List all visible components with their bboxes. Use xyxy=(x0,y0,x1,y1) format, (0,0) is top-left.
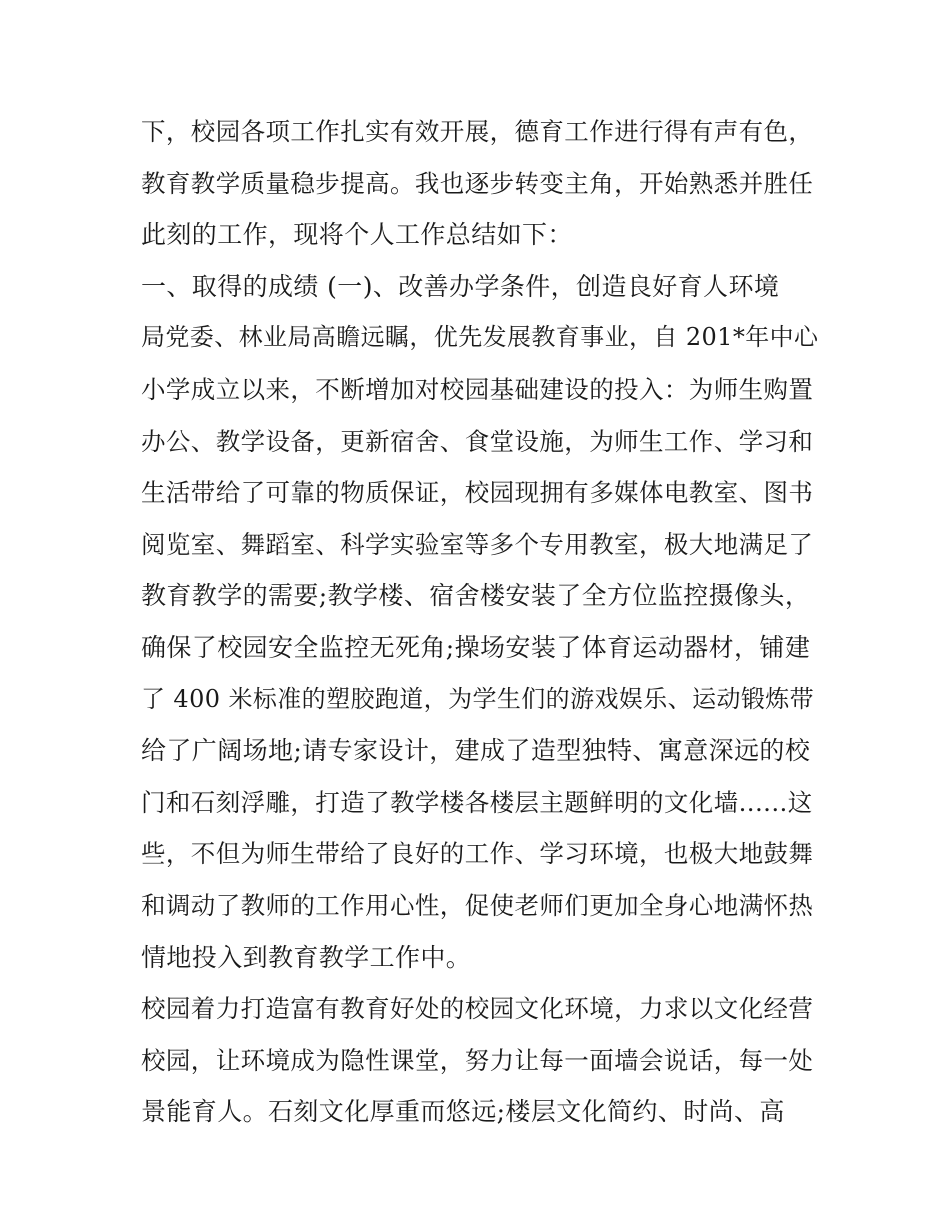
text-line: 门和石刻浮雕，打造了教学楼各楼层主题鲜明的文化墙......这 xyxy=(141,787,813,817)
text-line: 和调动了教师的工作用心性，促使老师们更加全身心地满怀热 xyxy=(141,890,814,920)
text-line: 下，校园各项工作扎实有效开展，德育工作进行得有声有色， xyxy=(141,117,814,146)
text-line: 生活带给了可靠的物质保证，校园现拥有多媒体电教室、图书 xyxy=(141,478,814,508)
text-line: 确保了校园安全监控无死角;操场安装了体育运动器材，铺建 xyxy=(141,632,811,662)
text-line: 情地投入到教育教学工作中。 xyxy=(141,942,472,972)
text-line: 教育教学的需要;教学楼、宿舍楼安装了全方位监控摄像头， xyxy=(141,581,811,611)
text-line: 景能育人。石刻文化厚重而悠远;楼层文化简约、时尚、高 xyxy=(141,1097,785,1127)
body-text xyxy=(141,106,821,1138)
text-line: 此刻的工作，现将个人工作总结如下： xyxy=(141,220,573,250)
text-line: 办公、教学设备，更新宿舍、食堂设施，为师生工作、学习和 xyxy=(141,426,814,456)
text-line: 些，不但为师生带给了良好的工作、学习环境，也极大地鼓舞 xyxy=(141,839,814,869)
text-line: 小学成立以来，不断增加对校园基础建设的投入：为师生购置 xyxy=(141,374,814,404)
text-line: 教育教学质量稳步提高。我也逐步转变主角，开始熟悉并胜任 xyxy=(141,168,814,198)
text-line: 阅览室、舞蹈室、科学实验室等多个专用教室，极大地满足了 xyxy=(141,529,814,559)
text-line: 了 400 米标准的塑胶跑道，为学生们的游戏娱乐、运动锻炼带 xyxy=(141,684,815,713)
text-line: 校园，让环境成为隐性课堂，努力让每一面墙会说话，每一处 xyxy=(141,1045,814,1075)
text-line: 给了广阔场地;请专家设计，建成了造型独特、寓意深远的校 xyxy=(141,736,811,766)
text-line: 校园着力打造富有教育好处的校园文化环境，力求以文化经营 xyxy=(141,994,814,1024)
text-line: 局党委、林业局高瞻远瞩，优先发展教育事业，自 201*年中心 xyxy=(141,323,819,352)
section-heading-line: 一、取得的成绩 (一)、改善办学条件，创造良好育人环境 xyxy=(141,271,780,301)
